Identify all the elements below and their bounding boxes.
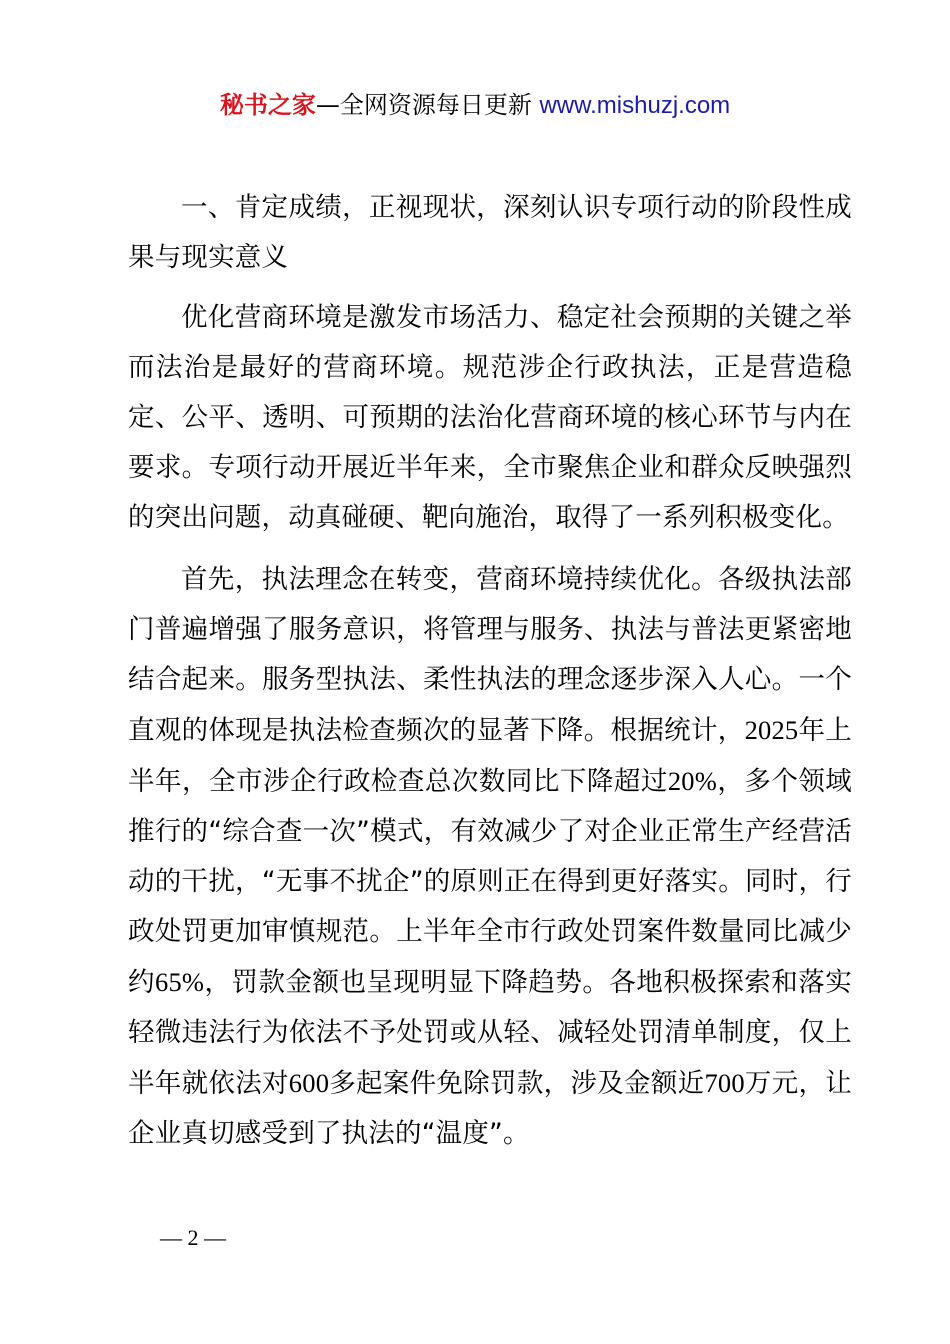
paragraph-text: 首先，执法理念在转变，营商环境持续优化。各级执法部门普遍增强了服务意识，将管理与服务、执法与普法更紧密地结合起来。服务型执法、柔性执法的理念逐步深入人心。一个直观的体现是执法检查频次的显著下降。根据统计， — [128, 564, 852, 746]
exempted-amount: 700 — [704, 1068, 745, 1098]
paragraph-first-point — [128, 555, 852, 1159]
paragraph-text: 年上半年，全市涉企行政检查总次数同比下降超过 — [128, 715, 852, 797]
penalty-decrease-percent: 65% — [155, 967, 205, 997]
site-banner — [0, 88, 950, 123]
paragraph-text: 万元，让企业真切感受到了执法的“温度”。 — [128, 1068, 852, 1149]
section-heading: 一、肯定成绩，正视现状，深刻认识专项行动的阶段性成果与现实意义 — [128, 192, 852, 273]
page-number: — 2 — — [160, 1225, 226, 1250]
site-brand-name: 秘书之家 — [219, 91, 316, 119]
inspection-decrease-percent: 20% — [667, 766, 718, 796]
document-body — [128, 183, 852, 1159]
site-url-link[interactable]: www.mishuzj.com — [539, 92, 731, 119]
paragraph-text: ，罚款金额也呈现明显下降趋势。各地积极探索和落实轻微违法行为依法不予处罚或从轻、减轻处罚清单制度，仅上半年就依法对 — [128, 967, 852, 1099]
paragraph-text: ，多个领域推行的“综合查一次”模式，有效减少了对企业正常生产经营活动的干扰，“无事不扰企”的原则正在得到更好落实。同时，行政处罚更加审慎规范。上半年全市行政处罚案件数量同比减少约 — [128, 766, 853, 998]
year-value: 2025 — [744, 715, 799, 745]
site-tagline: —全网资源每日更新 — [315, 91, 540, 119]
exempted-cases-count: 600 — [288, 1068, 330, 1098]
paragraph-intro: 优化营商环境是激发市场活力、稳定社会预期的关键之举而法治是最好的营商环境。规范涉企行政执法，正是营造稳定、公平、透明、可预期的法治化营商环境的核心环节与内在要求。专项行动开展近半年来，全市聚焦企业和群众反映强烈的突出问题，动真碰硬、靶向施治，取得了一系列积极变化。 — [128, 302, 852, 533]
paragraph-text: 多起案件免除罚款，涉及金额近 — [329, 1068, 705, 1099]
